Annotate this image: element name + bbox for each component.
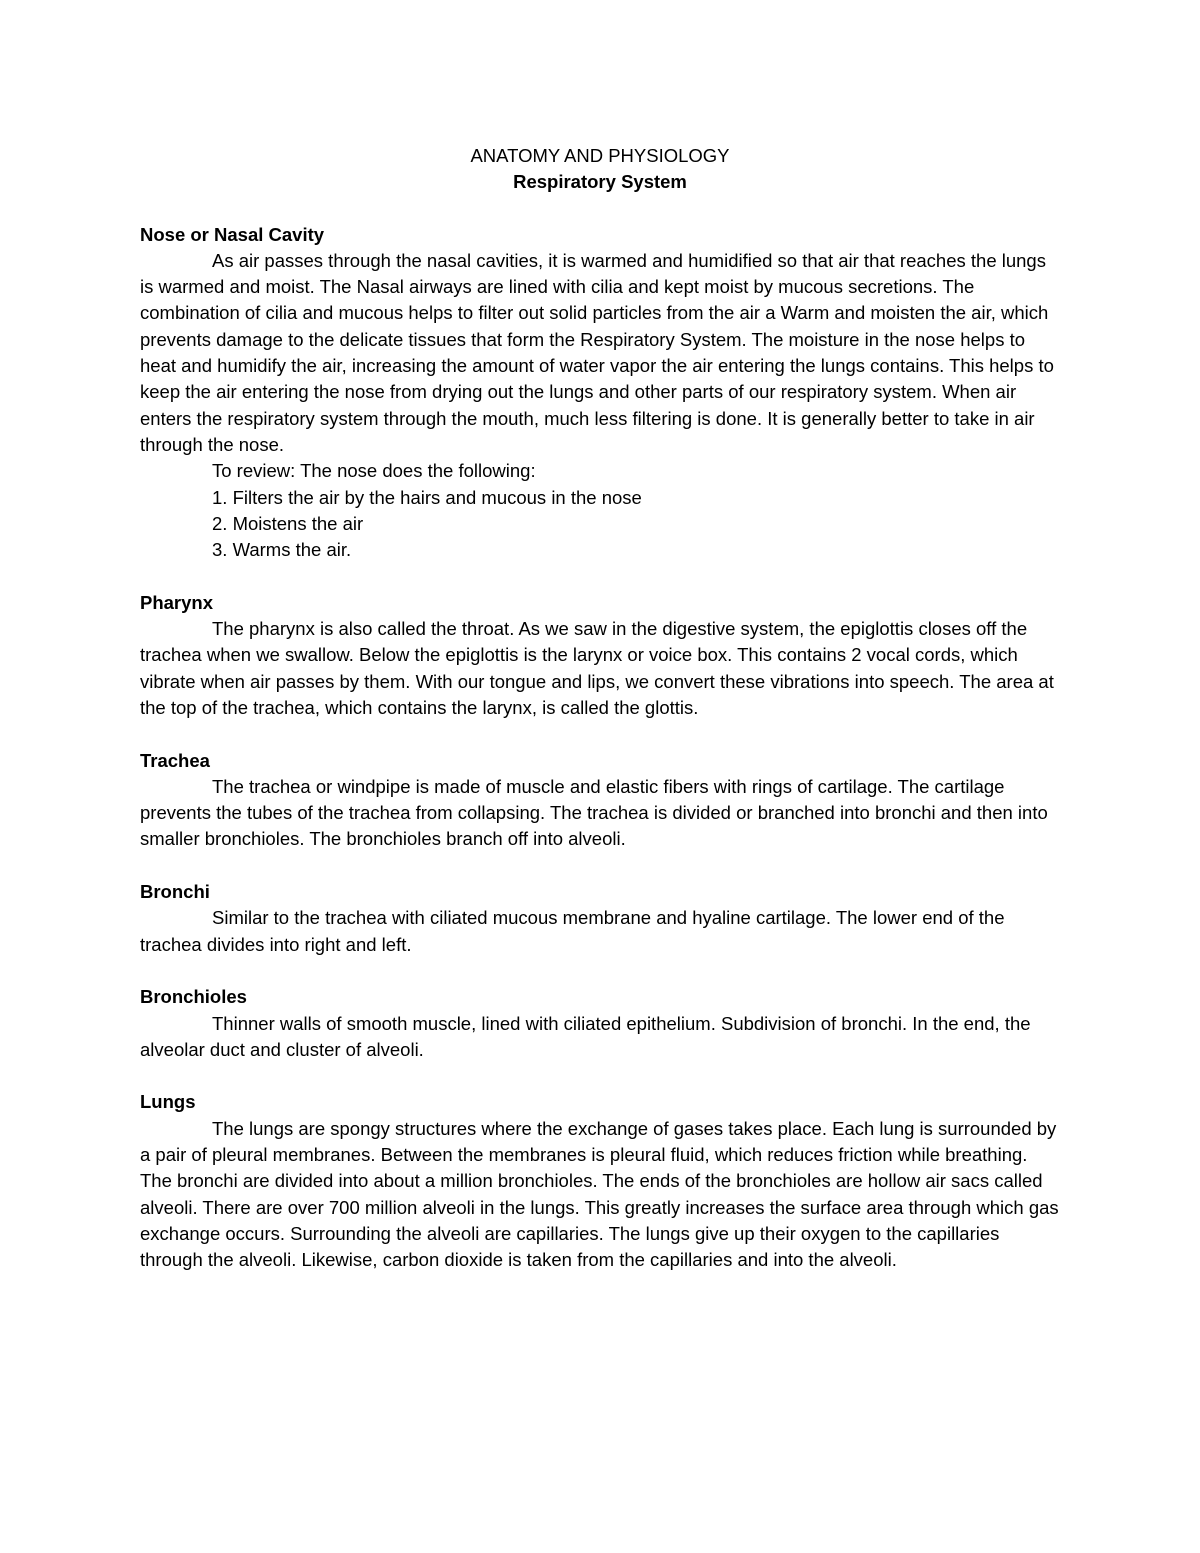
section-heading: Lungs bbox=[140, 1091, 196, 1113]
document-subtitle: Respiratory System bbox=[513, 171, 687, 193]
section-lungs bbox=[140, 1089, 1060, 1273]
section-paragraph: As air passes through the nasal cavities, it is warmed and humidified so that air that reaches the lungs is warmed and moist. The Nasal airways are lined with cilia and kept moist by mucous secretions. The combination of cilia and mucous helps to filter out solid particles from the air a Warm and moisten the air, which prevents damage to the delicate tissues that form the Respiratory System. The moisture in the nose helps to heat and humidify the air, increasing the amount of water vapor the air entering the lungs contains. This helps to keep the air entering the nose from drying out the lungs and other parts of our respiratory system. When air enters the respiratory system through the mouth, much less filtering is done. It is generally better to take in air through the nose. bbox=[140, 249, 1054, 455]
section-paragraph: Similar to the trachea with ciliated mucous membrane and hyaline cartilage. The lower end of the trachea divides into right and left. bbox=[140, 907, 1005, 955]
section-heading: Pharynx bbox=[140, 591, 214, 613]
section-paragraph: Thinner walls of smooth muscle, lined with ciliated epithelium. Subdivision of bronchi. In the end, the alveolar duct and cluster of alveoli. bbox=[140, 1012, 1031, 1060]
review-item: 3. Warms the air. bbox=[212, 539, 352, 561]
section-pharynx bbox=[140, 590, 1060, 721]
review-item: 1. Filters the air by the hairs and mucous in the nose bbox=[212, 486, 642, 508]
section-paragraph: The lungs are spongy structures where the exchange of gases takes place. Each lung is surrounded by a pair of pleural membranes. Between the membranes is pleural fluid, which reduces friction while breathing. The bronchi are divided into about a million bronchioles. The ends of the bronchioles are hollow air sacs called alveoli. There are over 700 million alveoli in the lungs. This greatly increases the surface area through which gas exchange occurs. Surrounding the alveoli are capillaries. The lungs give up their oxygen to the capillaries through the alveoli. Likewise, carbon dioxide is taken from the capillaries and into the alveoli. bbox=[140, 1117, 1059, 1271]
section-bronchioles bbox=[140, 984, 1060, 1063]
review-intro: To review: The nose does the following: bbox=[212, 460, 536, 482]
section-bronchi bbox=[140, 879, 1060, 958]
document-page bbox=[140, 143, 1060, 1300]
section-paragraph: The pharynx is also called the throat. As we saw in the digestive system, the epiglottis closes off the trachea when we swallow. Below the epiglottis is the larynx or voice box. This contains 2 vocal cords, which vibrate when air passes by them. With our tongue and lips, we convert these vibrations into speech. The area at the top of the trachea, which contains the larynx, is called the glottis. bbox=[140, 618, 1054, 718]
section-nose bbox=[140, 222, 1060, 564]
section-paragraph: The trachea or windpipe is made of muscle and elastic fibers with rings of cartilage. The cartilage prevents the tubes of the trachea from collapsing. The trachea is divided or branched into bronchi and then into smaller bronchioles. The bronchioles branch off into alveoli. bbox=[140, 775, 1048, 850]
section-heading: Bronchioles bbox=[140, 986, 247, 1008]
section-heading: Bronchi bbox=[140, 881, 210, 903]
section-trachea bbox=[140, 748, 1060, 853]
review-item: 2. Moistens the air bbox=[212, 512, 364, 534]
section-heading: Trachea bbox=[140, 749, 210, 771]
document-title: ANATOMY AND PHYSIOLOGY bbox=[470, 145, 730, 166]
title-block bbox=[140, 143, 1060, 196]
section-heading: Nose or Nasal Cavity bbox=[140, 223, 325, 245]
